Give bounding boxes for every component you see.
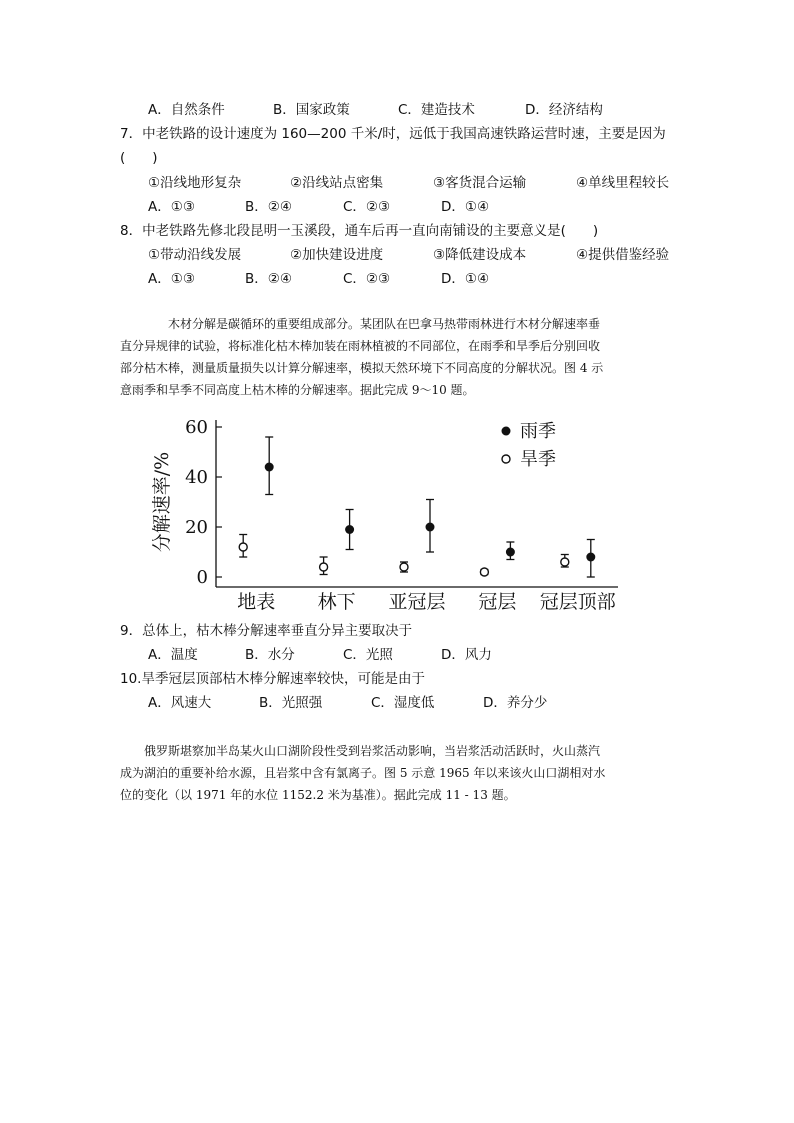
q10-option-c: C．湿度低 (371, 695, 435, 711)
q8-item-2: ②加快建设进度 (290, 247, 384, 263)
y-axis-label: 分解速率/% (151, 451, 173, 553)
q7-option-d: D．①④ (441, 199, 490, 215)
decomposition-rate-chart (140, 410, 650, 615)
passage1-line: 部分枯木棒，测量质量损失以计算分解速率，模拟天然环境下不同高度的分解状况。图 4 示 (120, 361, 604, 375)
x-tick-label: 冠层顶部 (539, 591, 616, 613)
q10-option-b: B．光照强 (259, 695, 323, 711)
data-point-dry (320, 563, 328, 571)
q7-item-1: ①沿线地形复杂 (148, 175, 242, 191)
passage1-line: 意雨季和旱季不同高度上枯木棒的分解速率。据此完成 9～10 题。 (120, 383, 475, 397)
q9-option-c: C．光照 (343, 647, 393, 663)
data-point-dry (480, 568, 488, 576)
passage2-line: 位的变化（以 1971 年的水位 1152.2 米为基准）。据此完成 11 - 13 题。 (120, 788, 516, 802)
passage-crater-lake (120, 740, 675, 806)
q8-stem: 8．中老铁路先修北段昆明一玉溪段，通车后再一直向南铺设的主要意义是( ) (120, 223, 599, 239)
q8-option-c: C．②③ (343, 271, 391, 287)
y-tick-label: 20 (185, 517, 208, 538)
q7-stem: 7．中老铁路的设计速度为 160—200 千米/时，远低于我国高速铁路运营时速，主要是因为 (120, 126, 666, 142)
q10-option-a: A．风速大 (148, 695, 212, 711)
q9-option-d: D．风力 (441, 647, 492, 663)
legend (502, 421, 557, 470)
passage2-line: 成为湖泊的重要补给水源，且岩浆中含有氯离子。图 5 示意 1965 年以来该火山口湖相对水 (120, 766, 606, 780)
q9-stem: 9．总体上，枯木棒分解速率垂直分异主要取决于 (120, 623, 413, 639)
q8-option-b: B．②④ (245, 271, 292, 287)
q8-option-d: D．①④ (441, 271, 490, 287)
legend-marker-rainy (502, 427, 511, 436)
passage-wood-decomposition (120, 313, 675, 401)
q7-option-c: C．②③ (343, 199, 391, 215)
q6-option-d: D．经济结构 (525, 102, 603, 118)
x-tick-label: 林下 (317, 591, 356, 613)
data-point-rainy (345, 525, 354, 534)
data-point-rainy (506, 548, 515, 557)
legend-marker-dry (502, 455, 510, 463)
data-point-dry (400, 563, 408, 571)
q6-option-a: A．自然条件 (148, 102, 225, 118)
q8-option-a: A．①③ (148, 271, 195, 287)
data-point-dry (561, 558, 569, 566)
q9-option-a: A．温度 (148, 647, 198, 663)
q6-option-c: C．建造技术 (398, 102, 475, 118)
q7-option-b: B．②④ (245, 199, 292, 215)
data-point-rainy (586, 553, 595, 562)
q9-option-b: B．水分 (245, 647, 295, 663)
q10-stem: 10.旱季冠层顶部枯木棒分解速率较快，可能是由于 (120, 671, 425, 687)
q8-item-3: ③降低建设成本 (433, 247, 527, 263)
q7-item-4: ④单线里程较长 (576, 175, 670, 191)
q10-option-d: D．养分少 (483, 695, 548, 711)
q8-item-1: ①带动沿线发展 (148, 247, 242, 263)
x-tick-labels (237, 591, 616, 613)
q8-item-4: ④提供借鉴经验 (576, 247, 670, 263)
q7-item-2: ②沿线站点密集 (290, 175, 384, 191)
y-tick-label: 60 (185, 417, 208, 438)
passage1-line: 木材分解是碳循环的重要组成部分。某团队在巴拿马热带雨林进行木材分解速率垂 (168, 317, 601, 331)
passage1-line: 直分异规律的试验，将标准化枯木棒加装在雨林植被的不同部位，在雨季和旱季后分别回收 (120, 339, 601, 353)
x-tick-label: 亚冠层 (388, 591, 446, 613)
q7-option-a: A．①③ (148, 199, 195, 215)
legend-label-rainy: 雨季 (520, 421, 556, 442)
data-point-rainy (426, 523, 435, 532)
q7-stem-blank: ( ) (120, 150, 158, 166)
data-point-dry (239, 543, 247, 551)
x-tick-label: 地表 (237, 591, 276, 613)
q7-item-3: ③客货混合运输 (433, 175, 527, 191)
y-tick-label: 40 (185, 467, 208, 488)
x-tick-label: 冠层 (478, 591, 517, 613)
q6-option-b: B．国家政策 (273, 102, 350, 118)
legend-label-dry: 旱季 (520, 449, 556, 470)
passage2-line: 俄罗斯堪察加半岛某火山口湖阶段性受到岩浆活动影响，当岩浆活动活跃时，火山蒸汽 (144, 744, 601, 758)
y-tick-label: 0 (196, 567, 208, 588)
data-point-rainy (265, 463, 274, 472)
